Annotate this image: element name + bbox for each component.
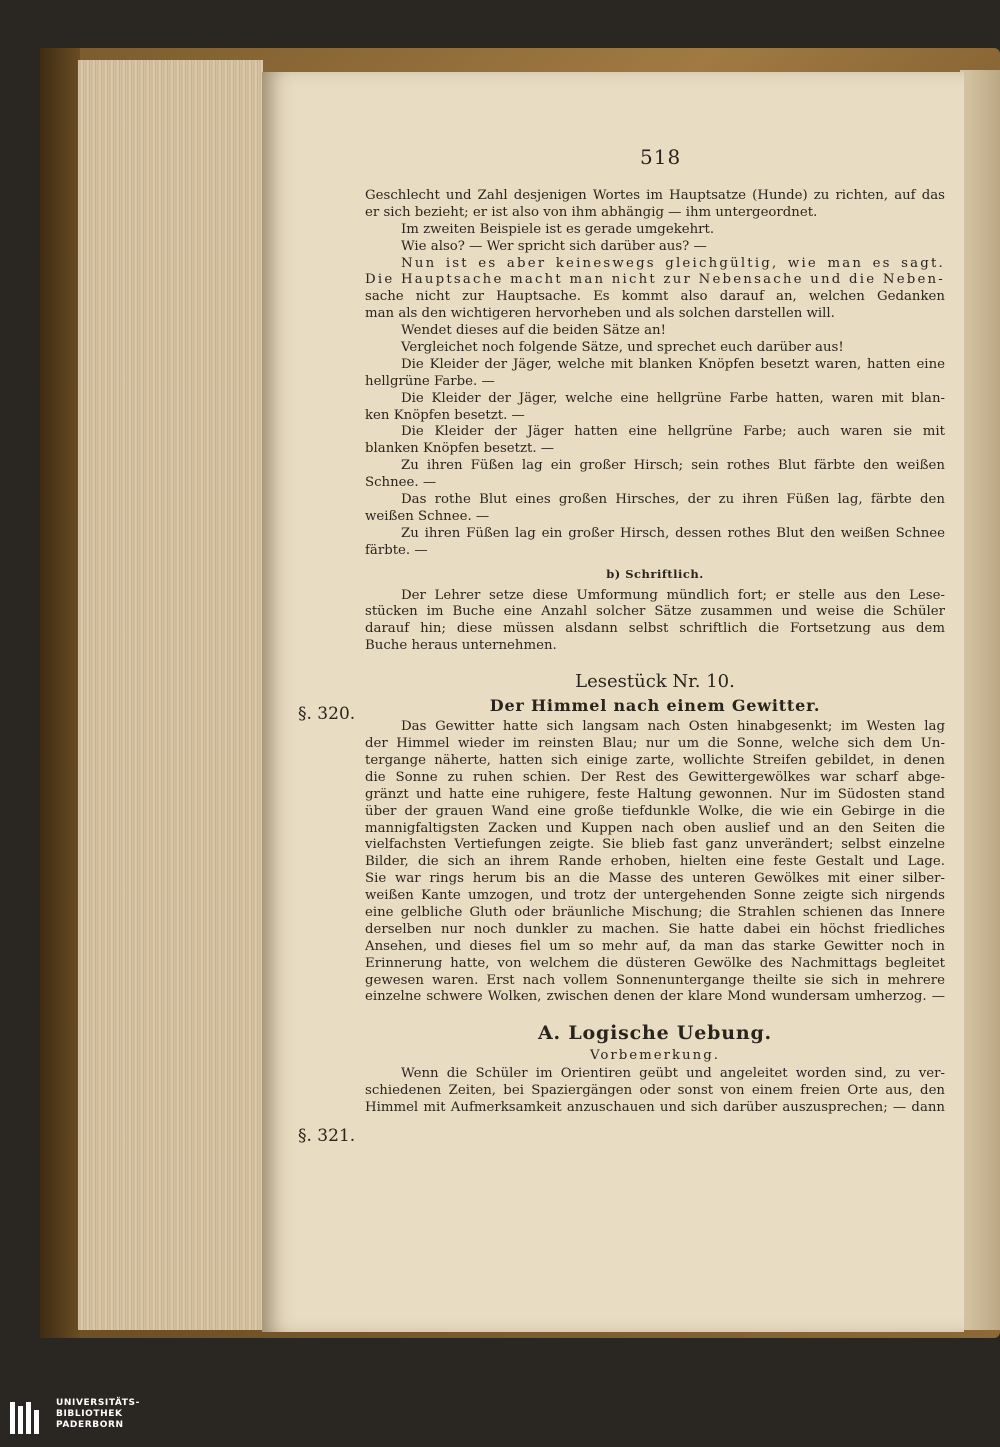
text-line: Die Kleider der Jäger hatten eine hellgrüne Farbe; auch waren sie mit	[401, 424, 945, 440]
paragraph-block-3	[365, 719, 945, 1006]
library-name-line-1: UNIVERSITÄTS-	[56, 1398, 140, 1408]
text-line: Die Kleider der Jäger, welche mit blanken Knöpfen besetzt waren, hatten eine	[401, 356, 945, 372]
paragraph-block-1	[365, 188, 945, 560]
library-logo-icon	[8, 1398, 48, 1438]
text-line: sache nicht zur Hauptsache. Es kommt also darauf an, welchen Gedanken	[365, 289, 945, 305]
text-line: einzelne schwere Wolken, zwischen denen der klare Mond wundersam umherzog. —	[365, 989, 945, 1005]
text-line: weißen Kante umzogen, und trotz der untergehenden Sonne zeigte sich nirgends	[365, 888, 945, 904]
text-line: Wendet dieses auf die beiden Sätze an!	[401, 323, 666, 339]
library-name-line-3: PADERBORN	[56, 1420, 124, 1430]
text-line: tergange näherte, hatten sich einige zarte, wollichte Streifen gebildet, in denen	[365, 752, 945, 768]
text-line: Zu ihren Füßen lag ein großer Hirsch; sein rothes Blut färbte den weißen	[401, 458, 945, 474]
text-line: gränzt und hatte eine ruhigere, feste Haltung gewonnen. Nur im Südosten stand	[365, 786, 945, 802]
text-line: Schnee. —	[365, 475, 437, 491]
text-line: er sich bezieht; er ist also von ihm abhängig — ihm untergeordnet.	[365, 204, 818, 220]
page-number: 518	[640, 145, 682, 169]
text-line: Die Hauptsache macht man nicht zur Nebensache und die Neben-	[365, 272, 945, 288]
text-line: Wenn die Schüler im Orientiren geübt und angeleitet worden sind, zu ver-	[401, 1066, 945, 1082]
text-line: färbte. —	[365, 542, 428, 558]
text-line: Ansehen, und dieses fiel um so mehr auf, da man das starke Gewitter noch in	[365, 938, 945, 954]
text-line: Bilder, die sich an ihrem Rande erhoben, hielten eine feste Gestalt und Lage.	[365, 854, 945, 870]
text-line: man als den wichtigeren hervorheben und als solchen darstellen will.	[365, 306, 835, 322]
text-line: derselben nur noch dunkler zu machen. Sie hatte dabei ein höchst friedliches	[365, 921, 945, 937]
text-line: eine gelbliche Gluth oder bräunliche Mischung; die Strahlen schienen das Innere	[365, 904, 945, 920]
book-spine	[40, 48, 80, 1338]
page-edge-right	[960, 70, 1000, 1330]
text-line: Im zweiten Beispiele ist es gerade umgekehrt.	[401, 221, 715, 237]
paragraph-block-4	[365, 1066, 945, 1117]
text-line: ken Knöpfen besetzt. —	[365, 407, 525, 423]
text-line: schiedenen Zeiten, bei Spaziergängen oder sonst von einem freien Orte aus, den	[365, 1083, 945, 1099]
text-line: stücken im Buche eine Anzahl solcher Sätze zusammen und weise die Schüler	[365, 604, 945, 620]
text-line: Buche heraus unternehmen.	[365, 638, 557, 654]
text-line: Die Kleider der Jäger, welche eine hellgrüne Farbe hatten, waren mit blan-	[401, 390, 945, 406]
section-320-label: §. 320.	[298, 704, 356, 724]
text-line: Sie war rings herum bis an die Masse des unteren Gewölkes mit einer silber-	[365, 871, 945, 887]
footer-bar	[0, 1390, 1000, 1447]
library-name	[56, 1398, 140, 1431]
exercise-heading: A. Logische Uebung.	[538, 1022, 772, 1045]
paragraph-block-2	[365, 588, 945, 656]
library-name-line-2: BIBLIOTHEK	[56, 1409, 123, 1419]
text-line: der Himmel wieder im reinsten Blau; nur um die Sonne, welche sich dem Un-	[365, 736, 945, 752]
text-line: Das rothe Blut eines großen Hirsches, der zu ihren Füßen lag, färbte den	[401, 492, 945, 508]
text-line: Geschlecht und Zahl desjenigen Wortes im Hauptsatze (Hunde) zu richten, auf das	[365, 188, 945, 203]
exercise-subheading: Vorbemerkung.	[590, 1048, 720, 1064]
section-321-label: §. 321.	[298, 1126, 356, 1146]
text-line: gewesen waren. Erst nach vollem Sonnenuntergange theilte sie sich in mehrere	[365, 972, 945, 988]
text-line: weißen Schnee. —	[365, 508, 490, 524]
text-line: Vergleichet noch folgende Sätze, und sprechet euch darüber aus!	[401, 340, 844, 356]
text-line: vielfachsten Vertiefungen zeigte. Sie blieb fast ganz unverändert; selbst einzelne	[365, 837, 945, 853]
reading-heading: Lesestück Nr. 10.	[575, 671, 735, 693]
text-line: mannigfaltigsten Zacken und Kuppen nach oben auslief und an den Seiten die	[365, 820, 945, 836]
subheading-schriftlich: b) Schriftlich.	[606, 566, 704, 581]
text-line: blanken Knöpfen besetzt. —	[365, 441, 555, 457]
text-line: darauf hin; diese müssen alsdann selbst schriftlich die Fortsetzung aus dem	[365, 621, 945, 637]
text-line: Erinnerung hatte, von welchem die düsteren Gewölke des Nachmittags begleitet	[365, 955, 945, 971]
text-line: Zu ihren Füßen lag ein großer Hirsch, dessen rothes Blut den weißen Schnee	[401, 525, 945, 541]
text-line: Himmel mit Aufmerksamkeit anzuschauen und sich darüber auszusprechen; — dann	[365, 1100, 945, 1116]
text-line: Nun ist es aber keineswegs gleichgültig, wie man es sagt.	[401, 255, 945, 271]
page-edges-left	[78, 60, 263, 1330]
page-text	[365, 188, 945, 1117]
text-line: die Sonne zu ruhen schien. Der Rest des Gewittergewölkes war scharf abge-	[365, 769, 945, 785]
text-line: Wie also? — Wer spricht sich darüber aus? —	[401, 238, 707, 254]
text-line: Der Lehrer setze diese Umformung mündlich fort; er stelle aus den Lese-	[401, 587, 945, 603]
reading-title: Der Himmel nach einem Gewitter.	[489, 696, 821, 716]
text-line: Das Gewitter hatte sich langsam nach Osten hinabgesenkt; im Westen lag	[401, 719, 945, 735]
text-line: über der grauen Wand eine große tiefdunkle Wolke, die wie ein Gebirge in die	[365, 803, 945, 819]
text-line: hellgrüne Farbe. —	[365, 373, 495, 389]
